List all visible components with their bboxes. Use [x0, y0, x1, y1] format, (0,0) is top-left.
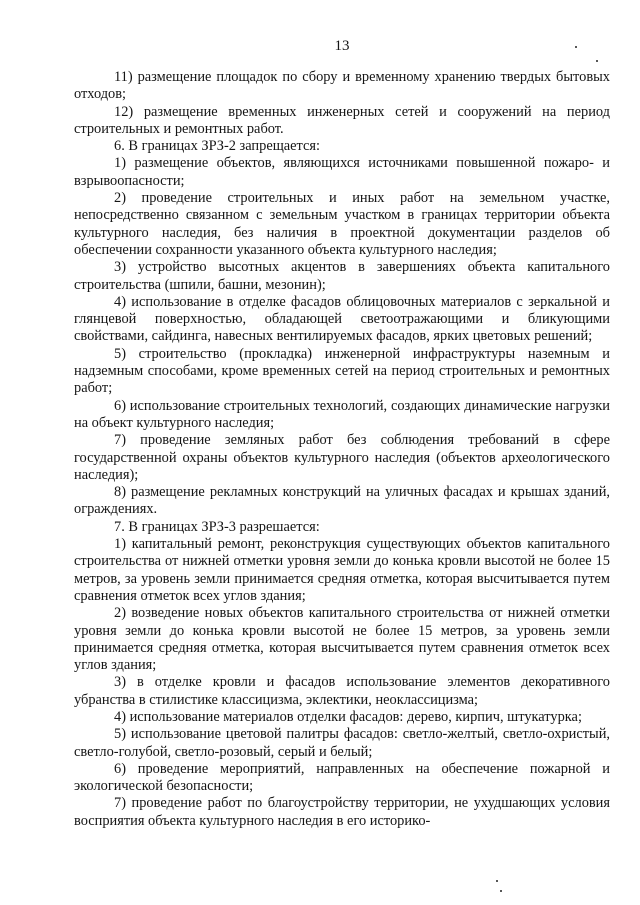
paragraph-zrz2-item-3: 3) устройство высотных акцентов в завершениях объекта капитального строительства (шпили, башни, мезонин); [74, 259, 610, 293]
paragraph-11-waste-sites: 11) размещение площадок по сбору и временному хранению твердых бытовых отходов; [74, 69, 610, 103]
scan-speck [575, 46, 577, 48]
paragraph-zrz2-item-6: 6) использование строительных технологий, создающих динамические нагрузки на объект культурного наследия; [74, 397, 610, 431]
paragraph-zrz3-item-6: 6) проведение мероприятий, направленных на обеспечение пожарной и экологической безопасности; [74, 760, 610, 795]
paragraph-zrz2-item-1: 1) размещение объектов, являющихся источниками повышенной пожаро- и взрывоопасности; [74, 155, 610, 189]
paragraph-zrz2-item-5: 5) строительство (прокладка) инженерной инфраструктуры наземным и надземным способами, кроме временных сетей на период строительных и ремонтных работ; [74, 345, 610, 397]
scan-speck [496, 880, 498, 882]
paragraph-zrz3-item-5: 5) использование цветовой палитры фасадов: светло-желтый, светло-охристый, светло-голубой, светло-розовый, серый и белый; [74, 726, 610, 760]
paragraph-zrz2-item-8: 8) размещение рекламных конструкций на уличных фасадах и крышах зданий, ограждениях. [74, 484, 610, 518]
paragraph-12-temporary-networks: 12) размещение временных инженерных сетей и сооружений на период строительных и ремонтных работ. [74, 103, 610, 137]
section-7-heading: 7. В границах ЗРЗ-3 разрешается: [114, 518, 320, 535]
paragraph-zrz3-item-7: 7) проведение работ по благоустройству территории, не ухудшающих условия восприятия объекта культурного наследия в его историко- [74, 795, 610, 829]
paragraph-zrz3-item-3: 3) в отделке кровли и фасадов использование элементов декоративного убранства в стилистике классицизма, эклектики, неоклассицизма; [74, 674, 610, 708]
section-6-heading: 6. В границах ЗРЗ-2 запрещается: [114, 138, 321, 155]
paragraph-zrz3-item-4: 4) использование материалов отделки фасадов: дерево, кирпич, штукатурка; [114, 708, 582, 725]
paragraph-zrz2-item-2: 2) проведение строительных и иных работ на земельном участке, непосредственно связанном с земельным участком в границах территории объекта культурного наследия, без наличия в проектной документации разделов об обеспечении сохранности указанного объекта культурного наследия; [74, 190, 610, 258]
paragraph-zrz2-item-7: 7) проведение земляных работ без соблюдения требований в сфере государственной охраны объектов культурного наследия (объектов археологического наследия); [74, 432, 610, 483]
page-number: 13 [334, 38, 350, 54]
paragraph-zrz3-item-2: 2) возведение новых объектов капитального строительства от нижней отметки уровня земли до конька кровли высотой не более 15 метров, за уровень земли принимается средняя отметка, которая высчитывается путем сравнения отметок всех углов здания; [74, 605, 610, 674]
paragraph-zrz3-item-1: 1) капитальный ремонт, реконструкция существующих объектов капитального строительства от нижней отметки уровня земли до конька кровли высотой не более 15 метров, за уровень земли принимается средняя отметка, которая высчитывается путем сравнения отметок всех углов здания; [74, 536, 610, 604]
paragraph-zrz2-item-4: 4) использование в отделке фасадов облицовочных материалов с зеркальной и глянцевой поверхностью, обладающей светоотражающими и бликующими свойствами, сайдинга, навесных вентилируемых фасадов, ярких цветовых решений; [74, 293, 610, 345]
scan-speck [500, 890, 502, 892]
scan-speck [596, 60, 598, 62]
